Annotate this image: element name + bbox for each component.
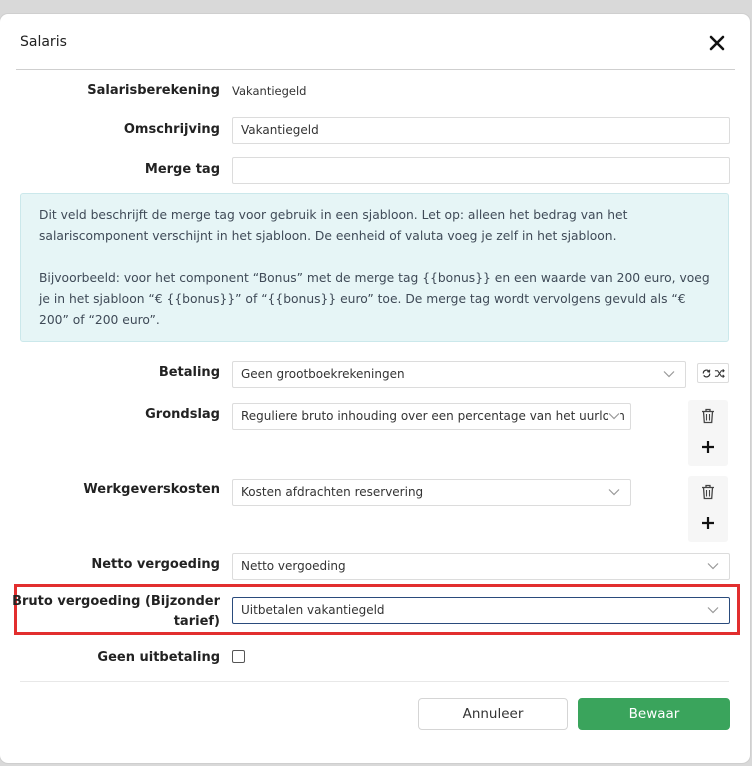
shuffle-icon xyxy=(714,368,725,379)
sync-icon xyxy=(701,368,712,379)
betaling-toggle[interactable] xyxy=(697,363,729,383)
salarisberekening-label: Salarisberekening xyxy=(87,83,220,98)
header-divider xyxy=(16,69,735,70)
bruto-vergoeding-value: Uitbetalen vakantiegeld xyxy=(241,603,385,617)
merge-tag-info-box xyxy=(20,193,729,342)
omschrijving-label: Omschrijving xyxy=(123,122,220,137)
grondslag-actions xyxy=(688,400,728,466)
footer-divider xyxy=(20,681,729,682)
salarisberekening-value: Vakantiegeld xyxy=(232,84,307,98)
netto-vergoeding-value: Netto vergoeding xyxy=(241,559,346,573)
netto-vergoeding-select[interactable] xyxy=(232,553,730,580)
grondslag-select[interactable] xyxy=(232,403,631,430)
close-icon[interactable] xyxy=(706,32,728,54)
chevron-down-icon xyxy=(608,412,620,420)
geen-uitbetaling-label: Geen uitbetaling xyxy=(97,650,220,665)
werkgeverskosten-label: Werkgeverskosten xyxy=(83,482,220,497)
betaling-value: Geen grootboekrekeningen xyxy=(241,367,405,381)
dialog-title: Salaris xyxy=(20,34,67,50)
bruto-vergoeding-label xyxy=(12,592,220,632)
betaling-select[interactable] xyxy=(232,361,686,388)
bruto-vergoeding-label-line1: Bruto vergoeding (Bijzonder xyxy=(12,594,220,609)
plus-icon[interactable] xyxy=(697,436,719,458)
werkgeverskosten-select[interactable] xyxy=(232,479,631,506)
omschrijving-input[interactable]: Vakantiegeld xyxy=(232,117,730,144)
chevron-down-icon xyxy=(608,488,620,496)
grondslag-label: Grondslag xyxy=(145,407,220,422)
save-button[interactable]: Bewaar xyxy=(578,698,730,730)
bruto-vergoeding-label-line2: tarief) xyxy=(173,614,220,629)
chevron-down-icon xyxy=(707,562,719,570)
geen-uitbetaling-checkbox[interactable] xyxy=(232,650,245,663)
info-paragraph-1: Dit veld beschrijft de merge tag voor gebruik in een sjabloon. Let op: alleen het bedrag van het salariscomponent verschijnt in het sjabloon. De eenheid of valuta voeg je zelf in het sjabloon. xyxy=(39,208,628,243)
trash-icon[interactable] xyxy=(697,481,719,503)
betaling-label: Betaling xyxy=(158,365,220,380)
werkgeverskosten-value: Kosten afdrachten reservering xyxy=(241,485,424,499)
grondslag-value: Reguliere bruto inhouding over een percentage van het uurloon xyxy=(241,409,625,423)
werkgeverskosten-actions xyxy=(688,476,728,542)
cancel-button[interactable]: Annuleer xyxy=(418,698,568,730)
bruto-vergoeding-select[interactable] xyxy=(232,597,730,624)
netto-vergoeding-label: Netto vergoeding xyxy=(91,557,220,572)
merge-tag-label: Merge tag xyxy=(144,162,220,177)
info-paragraph-2: Bijvoorbeeld: voor het component “Bonus” met de merge tag {{bonus}} en een waarde van 200 euro, voeg je in het sjabloon “€ {{bonus}}” of “{{bonus}} euro” toe. De merge tag wordt vervolgens gevuld als “€ 200” of “200 euro”. xyxy=(39,271,710,327)
trash-icon[interactable] xyxy=(697,405,719,427)
merge-tag-input[interactable] xyxy=(232,157,730,184)
chevron-down-icon xyxy=(707,606,719,614)
plus-icon[interactable] xyxy=(697,512,719,534)
chevron-down-icon xyxy=(663,370,675,378)
